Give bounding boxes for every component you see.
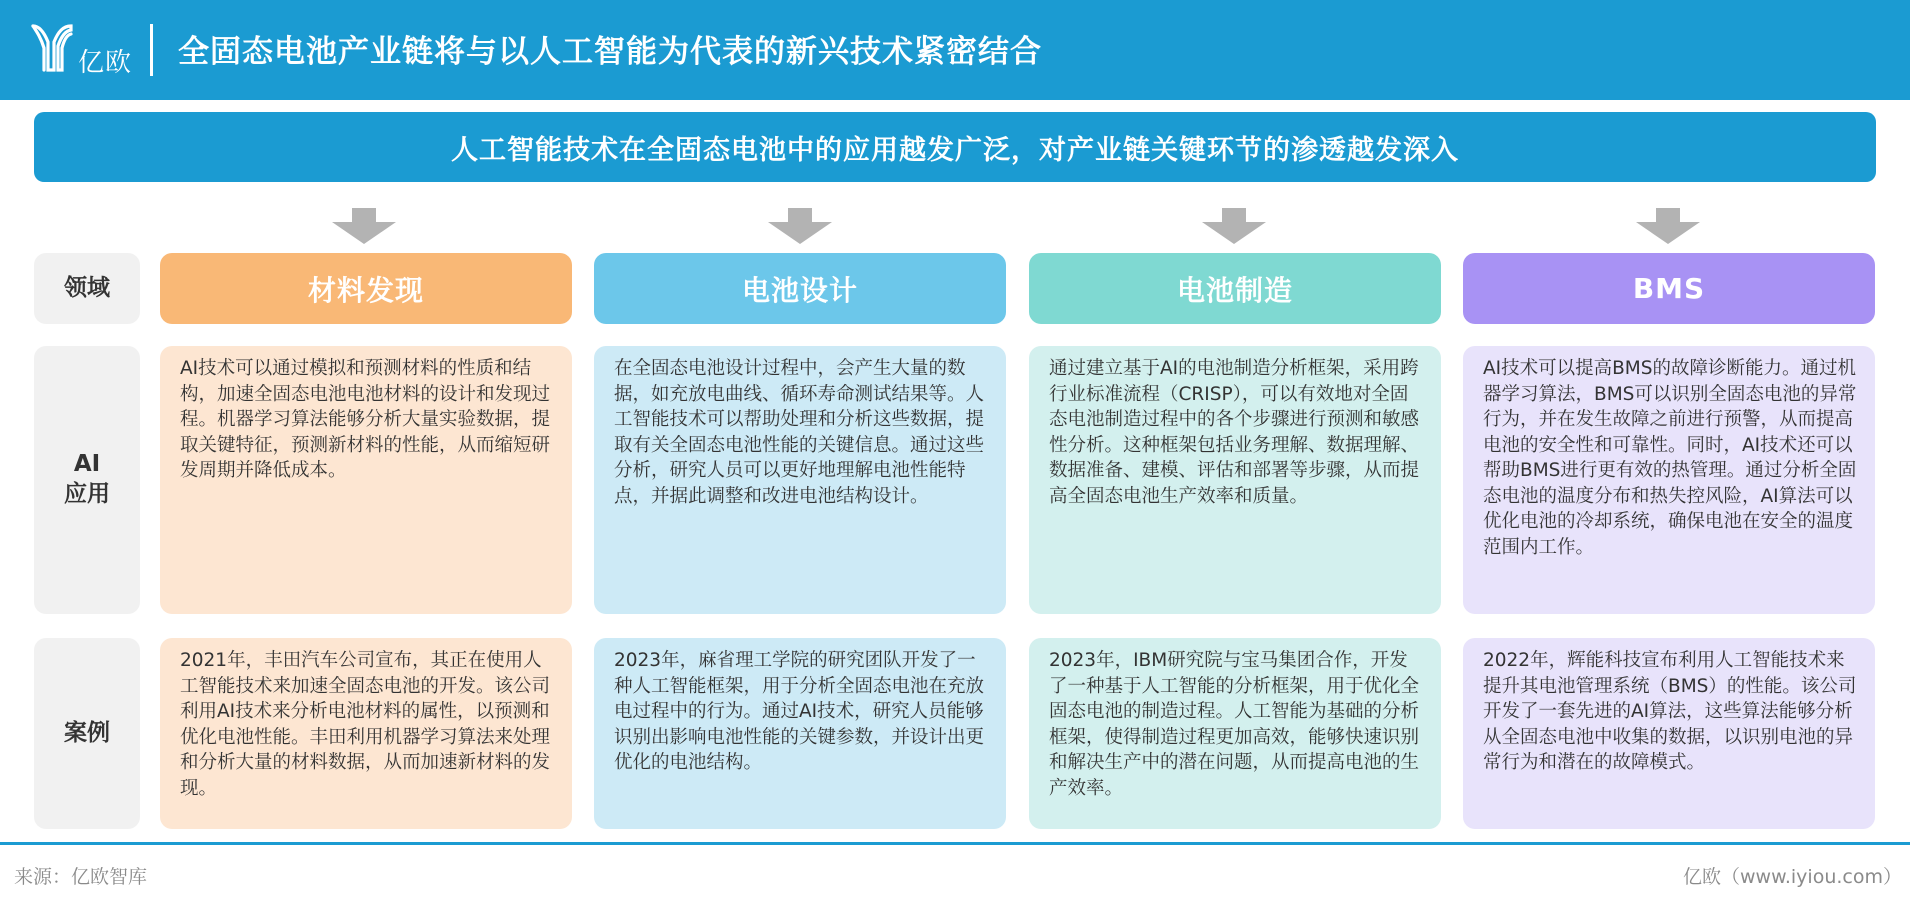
row-label-ai [34, 346, 140, 614]
case-bms: 2022年，辉能科技宣布利用人工智能技术来提升其电池管理系统（BMS）的性能。该公司开发了一套先进的AI算法，这些算法能够分析从全固态电池中收集的数据，以识别电池的异常行为和潜在的故障模式。 [1463, 638, 1875, 829]
footer-divider [0, 842, 1910, 845]
case-materials: 2021年，丰田汽车公司宣布，其正在使用人工智能技术来加速全固态电池的开发。该公司利用AI技术来分析电池材料的属性，以预测和优化电池性能。丰田利用机器学习算法来处理和分析大量的材料数据，从而加速新材料的发现。 [160, 638, 572, 829]
column-header-design: 电池设计 [594, 253, 1006, 324]
ai-application-materials: AI技术可以通过模拟和预测材料的性质和结构，加速全固态电池电池材料的设计和发现过程。机器学习算法能够分析大量实验数据，提取关键特征，预测新材料的性能，从而缩短研发周期并降低成本。 [160, 346, 572, 614]
down-arrow-icon [1636, 208, 1700, 244]
column-header-materials: 材料发现 [160, 253, 572, 324]
ai-application-design: 在全固态电池设计过程中，会产生大量的数据，如充放电曲线、循环寿命测试结果等。人工智能技术可以帮助处理和分析这些数据，提取有关全固态电池性能的关键信息。通过这些分析，研究人员可以更好地理解电池性能特点，并据此调整和改进电池结构设计。 [594, 346, 1006, 614]
page-header [0, 0, 1910, 100]
yiou-logo [30, 22, 152, 76]
site-credit: 亿欧（www.iyiou.com） [1682, 866, 1902, 888]
column-header-bms: BMS [1463, 253, 1875, 324]
page-title: 全固态电池产业链将与以人工智能为代表的新兴技术紧密结合 [178, 34, 1042, 70]
source-note: 来源：亿欧智库 [14, 866, 148, 888]
case-design: 2023年，麻省理工学院的研究团队开发了一种人工智能框架，用于分析全固态电池在充放电过程中的行为。通过AI技术，研究人员能够识别出影响电池性能的关键参数，并设计出更优化的电池结构。 [594, 638, 1006, 829]
down-arrow-icon [332, 208, 396, 244]
row-label-ai-line1: AI [73, 451, 101, 478]
down-arrow-icon [768, 208, 832, 244]
ai-application-manufacturing: 通过建立基于AI的电池制造分析框架，采用跨行业标准流程（CRISP），可以有效地对全固态电池制造过程中的各个步骤进行预测和敏感性分析。这种框架包括业务理解、数据理解、数据准备、建模、评估和部署等步骤，从而提高全固态电池生产效率和质量。 [1029, 346, 1441, 614]
row-label-field [34, 253, 140, 324]
header-divider [150, 24, 153, 76]
yiou-logo-icon [30, 22, 74, 74]
logo-text: 亿欧 [78, 48, 133, 78]
ai-application-bms: AI技术可以提高BMS的故障诊断能力。通过机器学习算法，BMS可以识别全固态电池的异常行为，并在发生故障之前进行预警，从而提高电池的安全性和可靠性。同时，AI技术还可以帮助BMS进行更有效的热管理。通过分析全固态电池的温度分布和热失控风险，AI算法可以优化电池的冷却系统，确保电池在安全的温度范围内工作。 [1463, 346, 1875, 614]
column-header-manufacturing: 电池制造 [1029, 253, 1441, 324]
summary-banner: 人工智能技术在全固态电池中的应用越发广泛，对产业链关键环节的渗透越发深入 [34, 112, 1876, 182]
row-label-ai-line2: 应用 [64, 481, 110, 507]
case-manufacturing: 2023年，IBM研究院与宝马集团合作，开发了一种基于人工智能的分析框架，用于优化全固态电池的制造过程。人工智能为基础的分析框架，使得制造过程更加高效，能够快速识别和解决生产中的潜在问题，从而提高电池的生产效率。 [1029, 638, 1441, 829]
row-label-case-text: 案例 [64, 719, 110, 746]
row-label-case [34, 638, 140, 829]
down-arrow-icon [1202, 208, 1266, 244]
row-label-field-text: 领域 [64, 274, 110, 301]
